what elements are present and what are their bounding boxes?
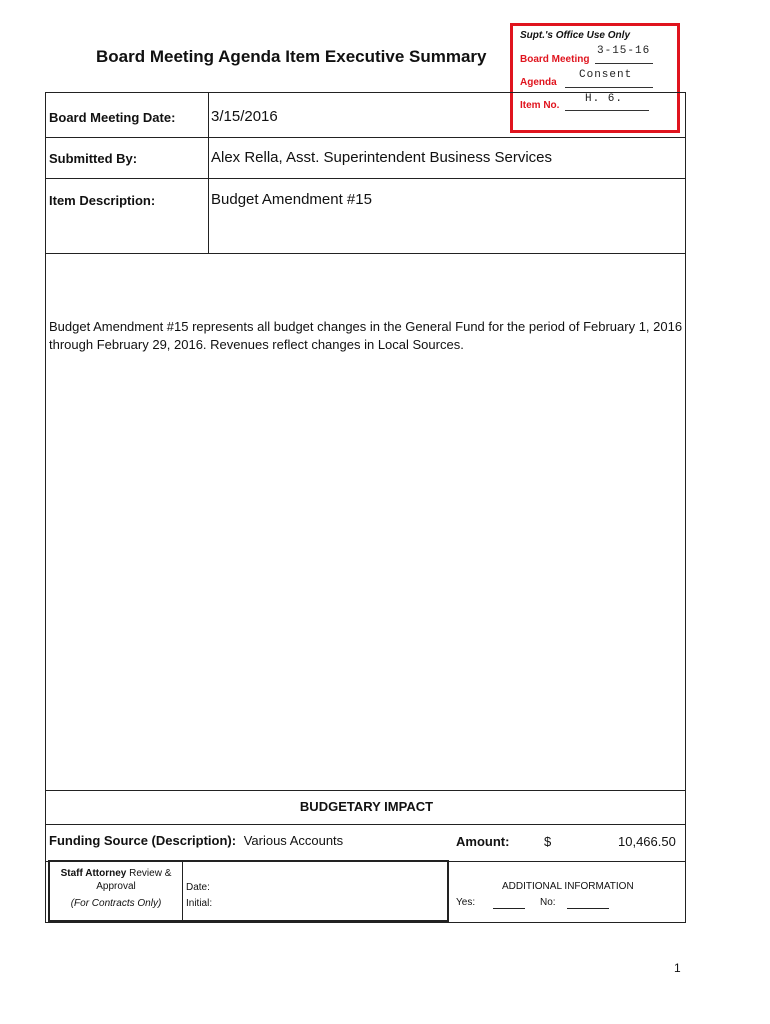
initial-label: Initial: bbox=[186, 898, 213, 909]
amount-label: Amount: bbox=[456, 834, 510, 849]
board-meeting-label: Board Meeting bbox=[520, 54, 590, 65]
grid-divider-2 bbox=[46, 178, 685, 179]
submitted-by-label: Submitted By: bbox=[49, 151, 138, 166]
no-underline bbox=[567, 908, 609, 909]
no-label: No: bbox=[540, 897, 556, 908]
attorney-note: (For Contracts Only) bbox=[70, 898, 162, 909]
item-no-value: H. 6. bbox=[585, 93, 624, 105]
attorney-label-bold: Staff Attorney bbox=[60, 868, 127, 879]
funding-source-row bbox=[49, 833, 343, 848]
yes-label: Yes: bbox=[456, 897, 476, 908]
budget-divider bbox=[46, 824, 685, 825]
agenda-underline bbox=[565, 87, 653, 88]
budgetary-impact-title: BUDGETARY IMPACT bbox=[299, 799, 434, 814]
additional-info-label: ADDITIONAL INFORMATION bbox=[502, 881, 634, 892]
board-meeting-underline bbox=[595, 63, 653, 64]
attorney-label bbox=[50, 868, 182, 879]
office-use-header: Supt.'s Office Use Only bbox=[520, 30, 630, 41]
page-number: 1 bbox=[674, 961, 681, 975]
currency-symbol: $ bbox=[544, 834, 552, 849]
item-description-label: Item Description: bbox=[49, 193, 156, 208]
grid-divider-1 bbox=[46, 137, 685, 138]
submitted-by-value: Alex Rella, Asst. Superintendent Business Services bbox=[211, 149, 553, 166]
funding-source-label: Funding Source (Description): bbox=[49, 833, 237, 848]
attorney-label-rest: Review & bbox=[126, 868, 172, 879]
item-description-value: Budget Amendment #15 bbox=[211, 191, 372, 208]
description-text: Budget Amendment #15 represents all budget changes in the General Fund for the period of February 1, 2016 through February 29, 2016. Revenues reflect changes in Local Sources. bbox=[49, 319, 683, 352]
agenda-label: Agenda bbox=[520, 77, 557, 88]
board-meeting-value: 3-15-16 bbox=[597, 45, 651, 57]
document-title: Board Meeting Agenda Item Executive Summary bbox=[96, 47, 487, 66]
meeting-date-value: 3/15/2016 bbox=[211, 108, 278, 125]
attorney-label-line2: Approval bbox=[96, 881, 136, 892]
attorney-divider bbox=[182, 862, 183, 920]
yes-underline bbox=[493, 908, 525, 909]
agenda-value: Consent bbox=[579, 69, 633, 81]
amount-value: 10,466.50 bbox=[618, 834, 676, 849]
grid-column-divider bbox=[208, 93, 209, 253]
item-no-label: Item No. bbox=[520, 100, 560, 111]
date-label: Date: bbox=[186, 882, 210, 893]
funding-source-value: Various Accounts bbox=[243, 833, 344, 848]
staff-attorney-box bbox=[48, 860, 449, 922]
info-grid bbox=[45, 92, 686, 254]
meeting-date-label: Board Meeting Date: bbox=[49, 110, 176, 125]
